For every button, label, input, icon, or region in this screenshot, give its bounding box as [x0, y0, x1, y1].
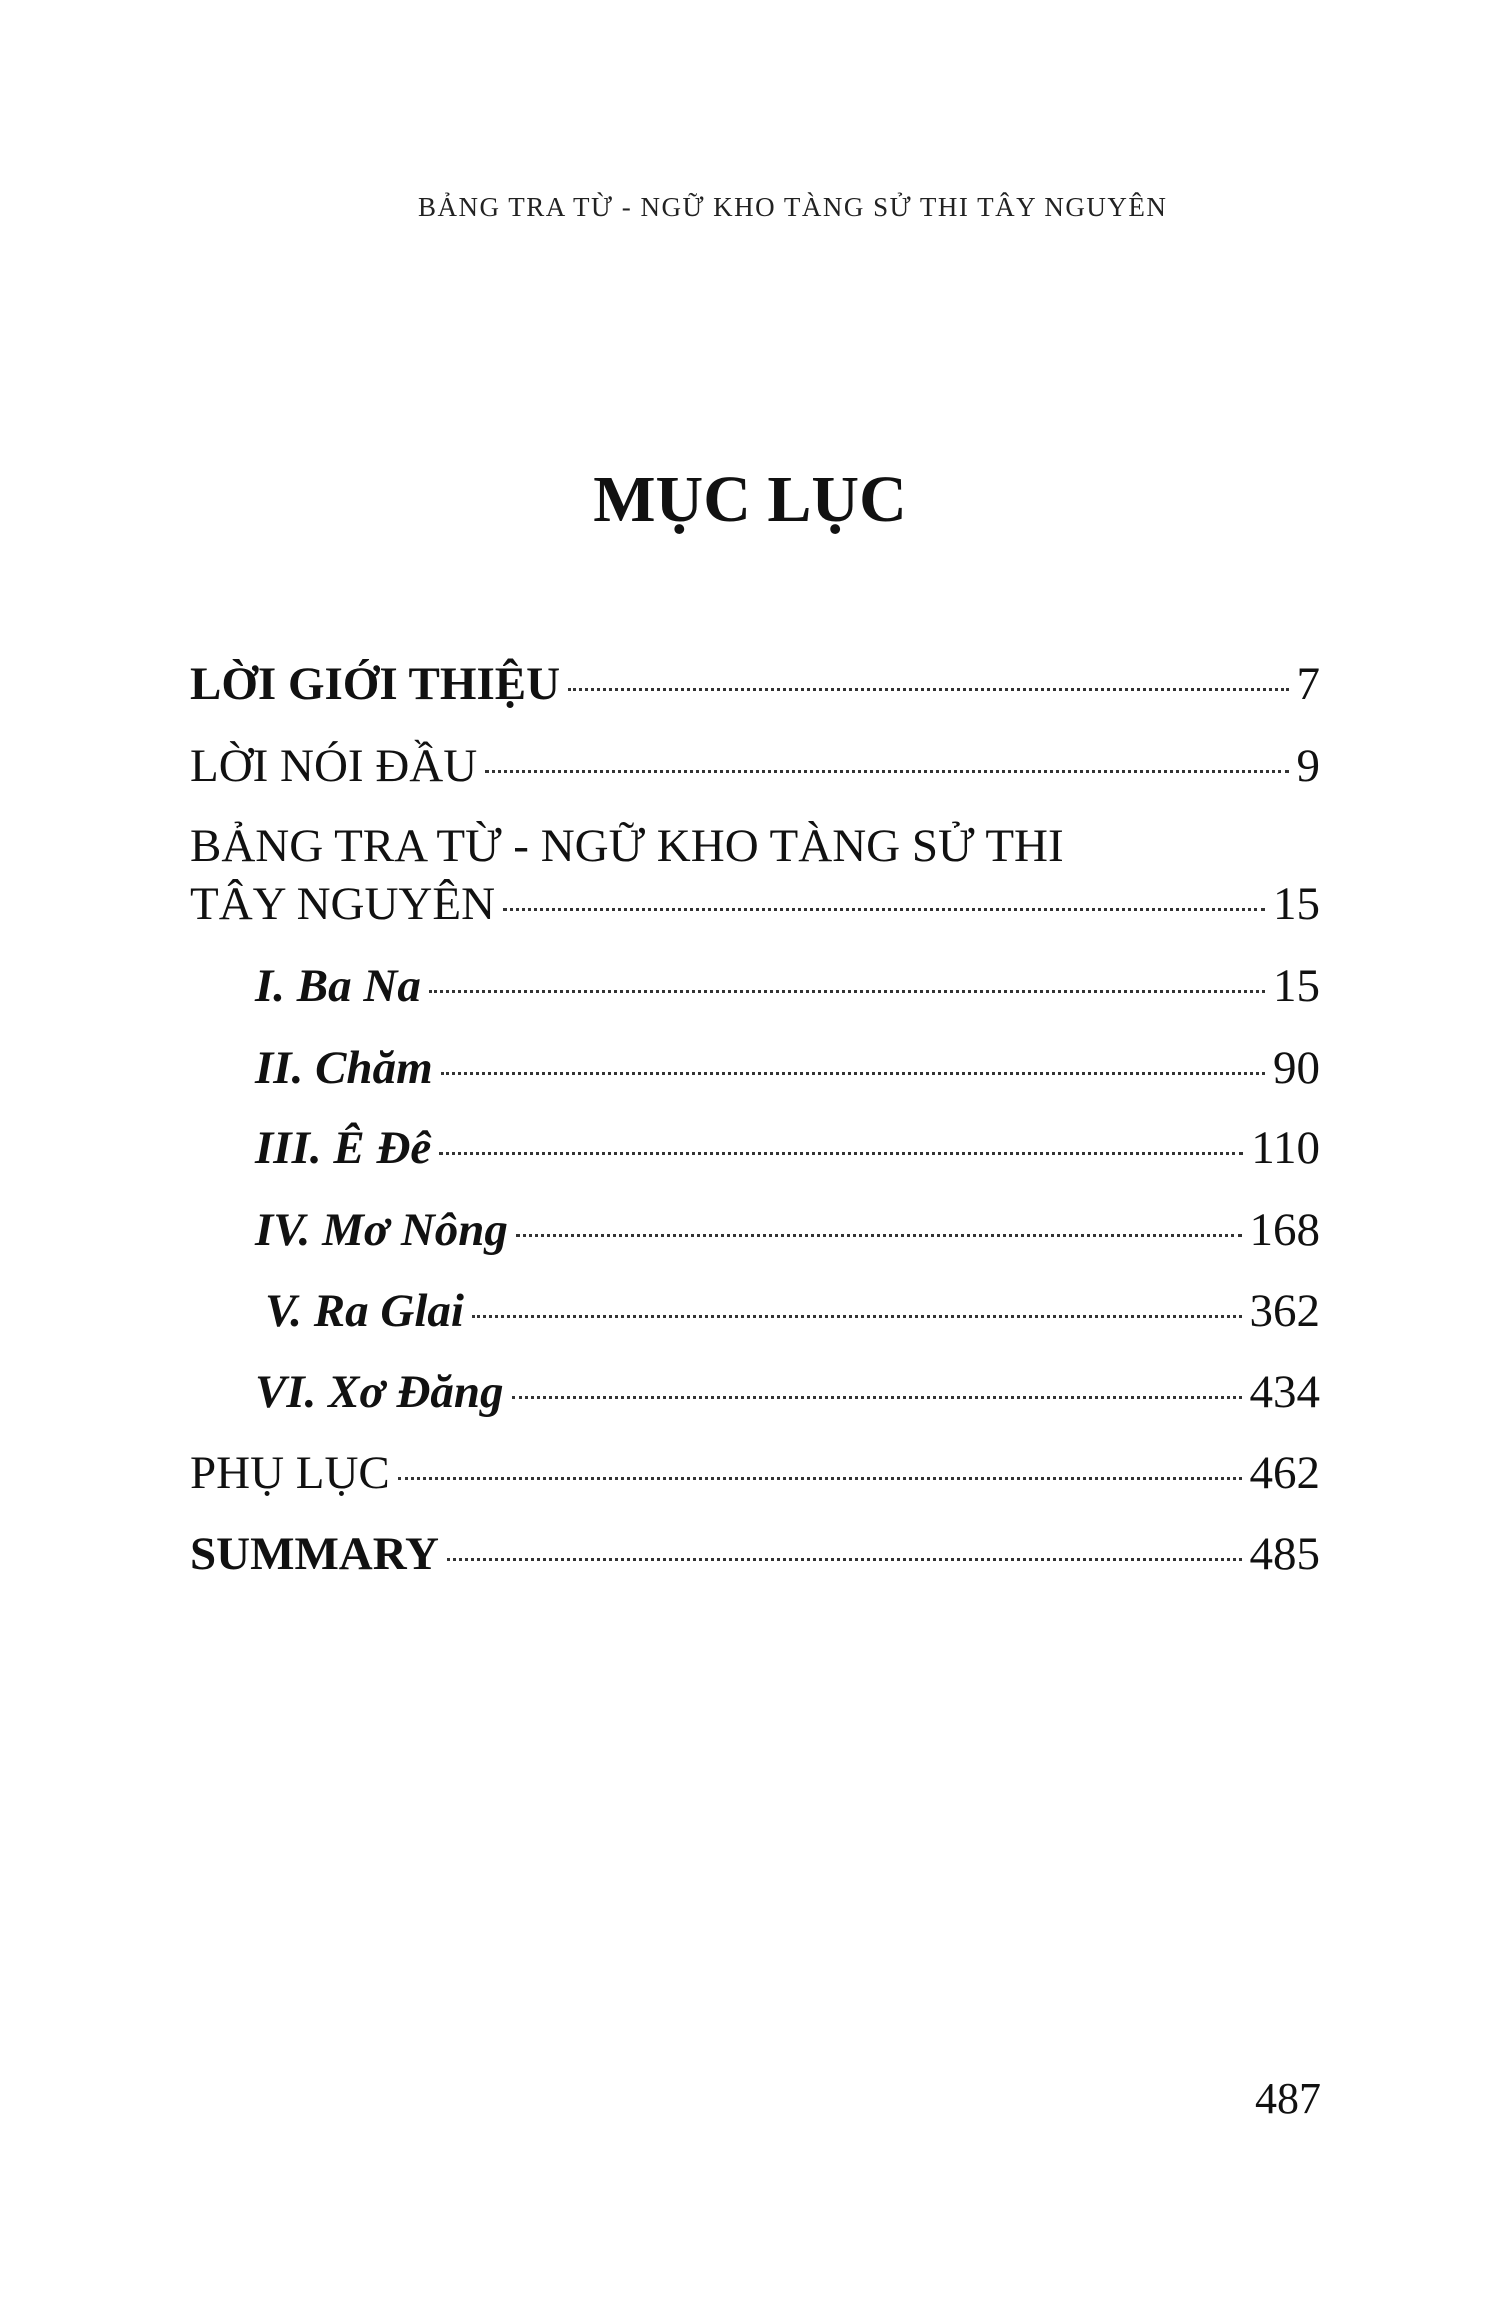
toc-entry-bang-tra	[190, 876, 1320, 932]
toc-entry-page: 168	[1249, 1204, 1320, 1256]
toc-entry-page: 90	[1273, 1042, 1320, 1094]
toc-entry-label: LỜI NÓI ĐẦU	[190, 740, 478, 792]
dot-leader	[439, 1152, 1243, 1155]
toc-entry-label: TÂY NGUYÊN	[190, 878, 496, 930]
toc-entry-summary	[190, 1526, 1320, 1582]
running-header: BẢNG TRA TỪ - NGỮ KHO TÀNG SỬ THI TÂY NGUYÊN	[418, 192, 1168, 222]
toc-entry-xo-dang	[255, 1364, 1320, 1420]
toc-entry-page: 9	[1296, 740, 1320, 792]
toc-entry-label: II. Chăm	[255, 1042, 433, 1094]
toc-entry-label: III. Ê Đê	[255, 1122, 432, 1174]
page-number: 487	[1255, 2074, 1321, 2123]
toc-entry-phu-luc	[190, 1445, 1320, 1501]
toc-entry-label: VI. Xơ Đăng	[255, 1366, 504, 1418]
dot-leader	[398, 1477, 1242, 1480]
toc-entry-page: 462	[1249, 1447, 1320, 1499]
dot-leader	[568, 688, 1288, 691]
page-title: MỤC LỤC	[593, 463, 907, 536]
toc-entry-ba-na	[255, 958, 1320, 1014]
toc-entry-label: LỜI GIỚI THIỆU	[190, 658, 561, 710]
toc-entry-page: 15	[1273, 878, 1320, 930]
dot-leader	[516, 1234, 1242, 1237]
toc-entry-page: 7	[1296, 658, 1320, 710]
toc-entry-ra-glai	[265, 1283, 1320, 1339]
dot-leader	[441, 1072, 1265, 1075]
dot-leader	[512, 1396, 1242, 1399]
toc-entry-cham	[255, 1040, 1320, 1096]
dot-leader	[503, 908, 1265, 911]
toc-entry-label: V. Ra Glai	[265, 1285, 464, 1337]
toc-entry-page: 434	[1249, 1366, 1320, 1418]
dot-leader	[429, 990, 1265, 993]
toc-entry-page: 362	[1249, 1285, 1320, 1337]
dot-leader	[485, 770, 1288, 773]
toc-entry-e-de	[255, 1120, 1320, 1176]
toc-entry-mo-nong	[255, 1202, 1320, 1258]
toc-entry-loi-gioi-thieu	[190, 656, 1320, 712]
toc-entry-label: PHỤ LỤC	[190, 1447, 390, 1499]
toc-entry-label: I. Ba Na	[255, 960, 421, 1012]
toc-entry-label: IV. Mơ Nông	[255, 1204, 508, 1256]
toc-entry-label-line1: BẢNG TRA TỪ - NGỮ KHO TÀNG SỬ THI	[190, 820, 1064, 872]
toc-entry-page: 15	[1273, 960, 1320, 1012]
toc-entry-page: 110	[1251, 1122, 1320, 1174]
toc-entry-page: 485	[1249, 1528, 1320, 1580]
dot-leader	[472, 1315, 1242, 1318]
toc-entry-label: SUMMARY	[190, 1528, 439, 1580]
toc-entry-loi-noi-dau	[190, 738, 1320, 794]
dot-leader	[447, 1558, 1242, 1561]
